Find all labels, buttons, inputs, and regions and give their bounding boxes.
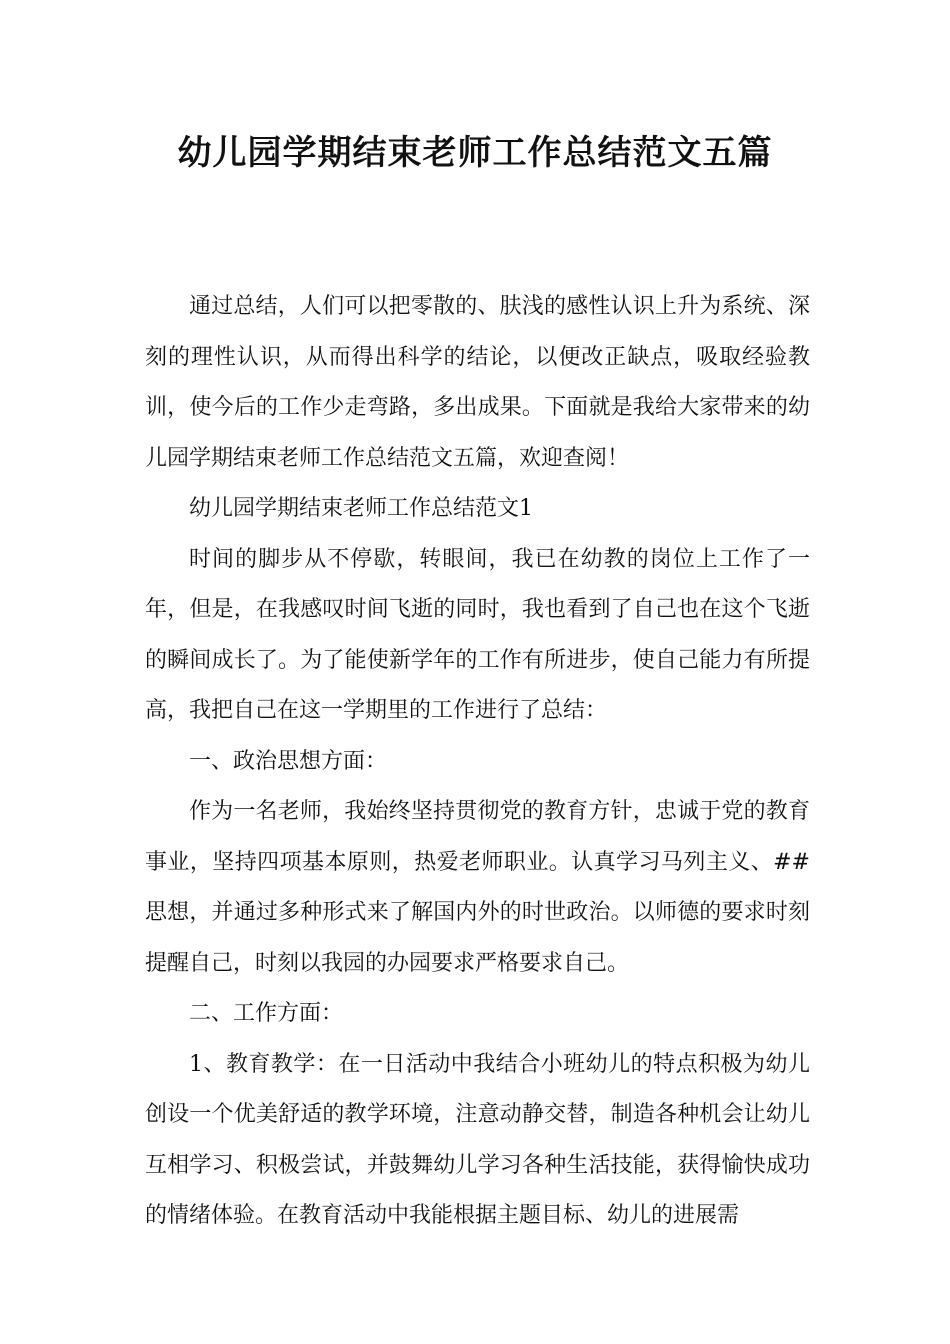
body-paragraph: 作为一名老师，我始终坚持贯彻党的教育方针，忠诚于党的教育事业，坚持四项基本原则，热爱老师职业。认真学习马列主义、##思想，并通过多种形式来了解国内外的时世政治。以师德的要求时刻提醒自己，时刻以我园的办园要求严格要求自己。 (145, 799, 810, 976)
subsection-heading-politics: 一、政治思想方面： (189, 748, 388, 774)
subsection-heading-work: 二、工作方面： (189, 1001, 344, 1026)
body-paragraph: 1、教育教学：在一日活动中我结合小班幼儿的特点积极为幼儿创设一个优美舒适的教学环境，注意动静交替，制造各种机会让幼儿互相学习、积极尝试，并鼓舞幼儿学习各种生活技能，获得愉快成功的情绪体验。在教育活动中我能根据主题目标、幼儿的进展需 (145, 1051, 810, 1228)
document-title: 幼儿园学期结束老师工作总结范文五篇 (177, 133, 773, 173)
document-body (145, 282, 810, 1242)
body-paragraph: 时间的脚步从不停歇，转眼间，我已在幼教的岗位上工作了一年，但是，在我感叹时间飞逝的同时，我也看到了自己也在这个飞逝的瞬间成长了。为了能使新学年的工作有所进步，使自己能力有所提高，我把自己在这一学期里的工作进行了总结： (145, 546, 810, 723)
intro-paragraph: 通过总结，人们可以把零散的、肤浅的感性认识上升为系统、深刻的理性认识，从而得出科学的结论，以便改正缺点，吸取经验教训，使今后的工作少走弯路，多出成果。下面就是我给大家带来的幼儿园学期结束老师工作总结范文五篇，欢迎查阅！ (145, 294, 810, 471)
section-heading: 幼儿园学期结束老师工作总结范文1 (189, 496, 533, 521)
